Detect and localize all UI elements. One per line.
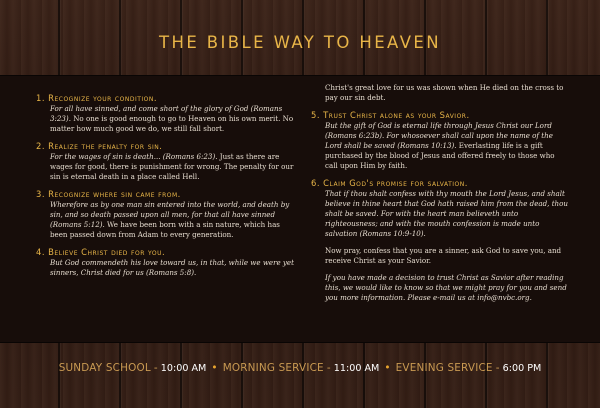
step-5 <box>311 110 569 171</box>
step-verse: For the wages of sin is death... (Romans 6:23). <box>50 152 218 161</box>
step-heading: 6. Claim God's promise for salvation. <box>311 178 468 188</box>
step-4 <box>36 247 298 278</box>
step-body <box>36 258 298 278</box>
step-text: We have been born with a sin nature, which has been passed down from Adam to every generation. <box>50 220 280 239</box>
page-title: THE BIBLE WAY TO HEAVEN <box>159 33 441 52</box>
service-time: 11:00 AM <box>333 363 380 374</box>
step-3 <box>36 189 298 240</box>
step-verse: But God commendeth his love toward us, in that, while we were yet sinners, Christ died for us (Romans 5:8). <box>50 258 294 277</box>
step-heading: 1. Recognize your condition. <box>36 93 158 103</box>
prayer-text: Now pray, confess that you are a sinner, ask God to save you, and receive Christ as your Savior. <box>325 246 562 265</box>
step-body <box>311 189 569 239</box>
step-verse: That if thou shalt confess with thy mouth the Lord Jesus, and shalt believe in thine heart that God hath raised him from the dead, thou shalt be saved. For with the heart man believeth unto righteousness; and with the mouth confession is made unto salvation (Romans 10:9-10). <box>325 189 568 238</box>
step-body <box>311 121 569 171</box>
step-heading: 2. Realize the penalty for sin. <box>36 141 163 151</box>
step-verse: Wherefore as by one man sin entered into the world, and death by sin, and so death passed upon all men, for that all have sinned (Romans 5:12). <box>50 200 290 229</box>
service-name: EVENING SERVICE <box>395 362 493 374</box>
step-verse: For all have sinned, and come short of the glory of God (Romans 3:23). <box>50 104 283 123</box>
step-heading: 4. Believe Christ died for you. <box>36 247 166 257</box>
step-body <box>36 104 298 134</box>
step-body <box>36 152 298 182</box>
service-time: 6:00 PM <box>502 363 542 374</box>
continuation-text: Christ's great love for us was shown when He died on the cross to pay our sin debt. <box>325 83 564 102</box>
separator-dot-icon: • <box>211 362 218 374</box>
service-name: SUNDAY SCHOOL <box>58 362 151 374</box>
step-verse: But the gift of God is eternal life through Jesus Christ our Lord (Romans 6:23b). For whosoever shall call upon the name of the Lord shall be saved (Romans 10:13). <box>325 121 553 150</box>
step-text: Everlasting life is a gift purchased by the blood of Jesus and offered freely to those who call upon Him by faith. <box>325 141 555 170</box>
step-body <box>36 200 298 240</box>
right-column <box>311 83 569 310</box>
step-4-continued <box>311 83 569 103</box>
service-time: 10:00 AM <box>160 363 207 374</box>
content-panel <box>0 75 600 343</box>
closing-text: If you have made a decision to trust Christ as Savior after reading this, we would like to know so that we might pray for you and send you more information. Please e-mail us at info@nvbc.org. <box>325 273 567 302</box>
service-name: MORNING SERVICE <box>222 362 324 374</box>
left-column <box>36 93 298 285</box>
step-heading: 5. Trust Christ alone as your Savior. <box>311 110 470 120</box>
step-2 <box>36 141 298 182</box>
separator-dot-icon: • <box>384 362 391 374</box>
step-1 <box>36 93 298 134</box>
step-text: Just as there are wages for good, there is punishment for wrong. The penalty for our sin is eternal death in a place called Hell. <box>50 152 294 181</box>
step-text: No one is good enough to go to Heaven on his own merit. No matter how much good we do, we still fall short. <box>50 114 294 133</box>
step-6 <box>311 178 569 239</box>
service-times: SUNDAY SCHOOL - 10:00 AM • MORNING SERVICE - 11:00 AM • EVENING SERVICE - 6:00 PM <box>58 362 542 374</box>
step-heading: 3. Recognize where sin came from. <box>36 189 181 199</box>
